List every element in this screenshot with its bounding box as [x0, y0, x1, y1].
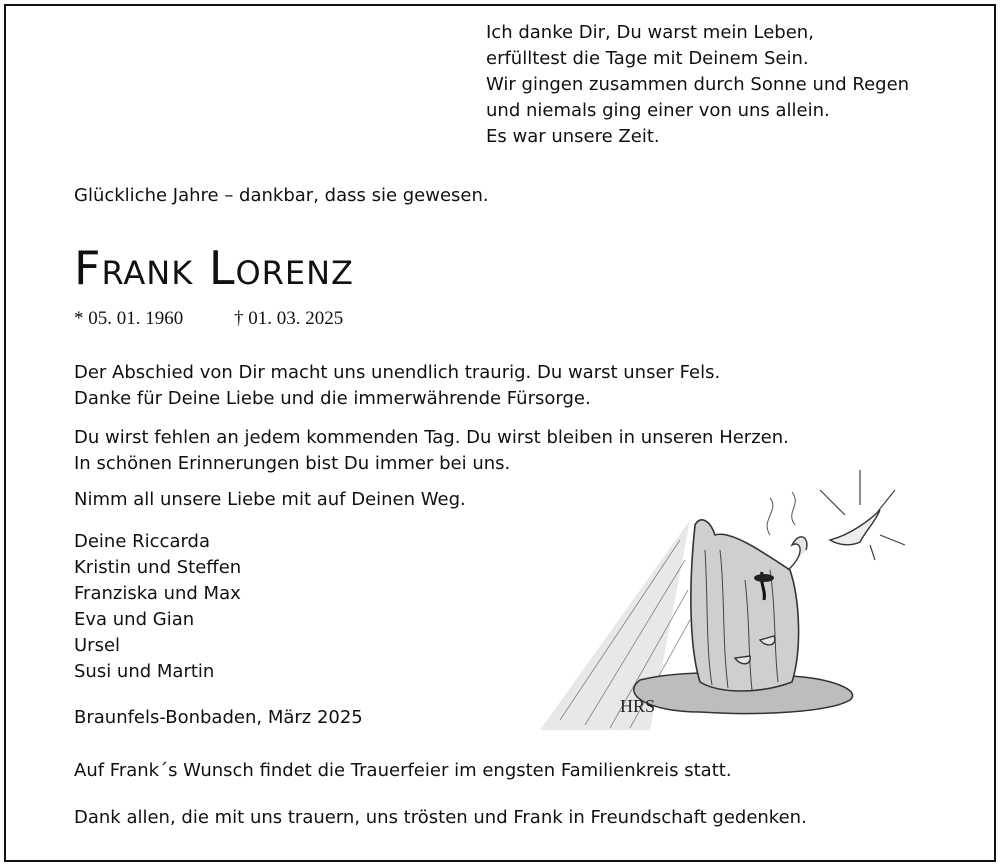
- intro-line: Glückliche Jahre – dankbar, dass sie gewesen.: [74, 185, 489, 206]
- candle-drawing: [530, 450, 930, 740]
- paragraph-line: Nimm all unsere Liebe mit auf Deinen Weg.: [74, 489, 466, 510]
- signature-name: Ursel: [74, 635, 121, 656]
- paragraph-line: Du wirst fehlen an jedem kommenden Tag. Du wirst bleiben in unseren Herzen.: [74, 427, 789, 448]
- smoke-curls: [767, 492, 795, 535]
- funeral-note: Auf Frank´s Wunsch findet die Trauerfeier im engsten Familienkreis statt.: [74, 760, 732, 781]
- poem: [486, 20, 909, 150]
- farewell-paragraph: [74, 360, 720, 412]
- deceased-name: Frank Lorenz: [74, 241, 354, 295]
- place-date: Braunfels-Bonbaden, März 2025: [74, 707, 363, 728]
- signature-name: Eva und Gian: [74, 609, 195, 630]
- birth-date: * 05. 01. 1960: [74, 308, 184, 329]
- signature-name: Franziska und Max: [74, 583, 241, 604]
- paragraph-line: Der Abschied von Dir macht uns unendlich traurig. Du warst unser Fels.: [74, 362, 721, 383]
- flame-rays: [820, 470, 905, 560]
- poem-line: erfülltest die Tage mit Deinem Sein.: [486, 48, 809, 69]
- paragraph-line: Danke für Deine Liebe und die immerwährende Fürsorge.: [74, 388, 591, 409]
- poem-line: Ich danke Dir, Du warst mein Leben,: [486, 22, 814, 43]
- love-paragraph: [74, 487, 466, 513]
- paragraph-line: In schönen Erinnerungen bist Du immer bei uns.: [74, 453, 511, 474]
- thanks-note: Dank allen, die mit uns trauern, uns trösten und Frank in Freundschaft gedenken.: [74, 807, 807, 828]
- signature-list: [74, 529, 241, 685]
- signature-name: Deine Riccarda: [74, 531, 211, 552]
- wick-pool: [754, 574, 774, 582]
- flame: [830, 510, 880, 545]
- artist-initials: HRS: [620, 696, 656, 716]
- poem-line: Wir gingen zusammen durch Sonne und Regen: [486, 74, 910, 95]
- signature-name: Susi und Martin: [74, 661, 215, 682]
- poem-line: Es war unsere Zeit.: [486, 126, 660, 147]
- death-date: † 01. 03. 2025: [234, 308, 344, 329]
- signature-name: Kristin und Steffen: [74, 557, 242, 578]
- poem-line: und niemals ging einer von uns allein.: [486, 100, 830, 121]
